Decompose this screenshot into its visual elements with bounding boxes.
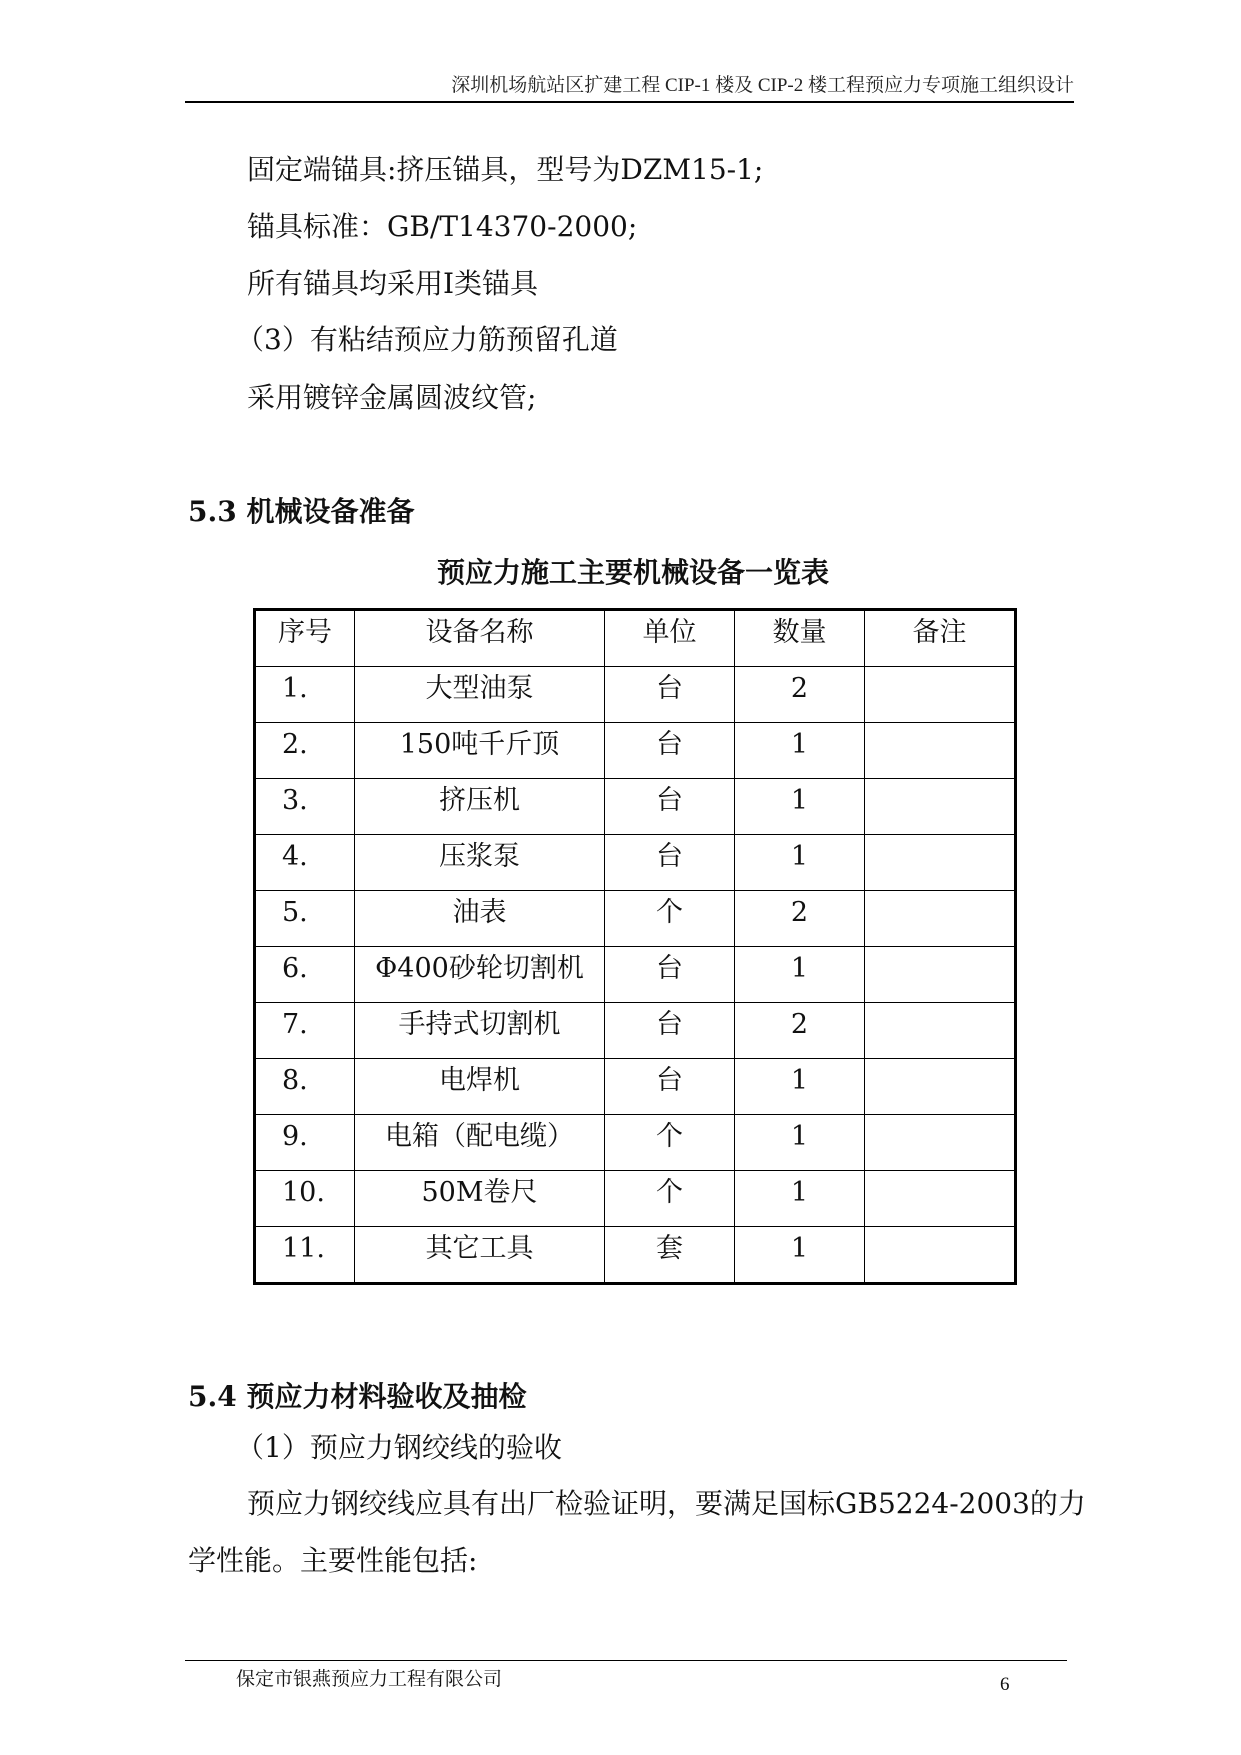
table-row bbox=[255, 1115, 1016, 1171]
paragraph-strand-requirement: 预应力钢绞线应具有出厂检验证明，要满足国标GB5224-2003的力 bbox=[247, 1487, 1086, 1520]
cell-seq: 6. bbox=[255, 947, 355, 1003]
cell-unit: 台 bbox=[605, 667, 735, 723]
table-row bbox=[255, 947, 1016, 1003]
cell-unit: 套 bbox=[605, 1227, 735, 1284]
cell-unit: 台 bbox=[605, 779, 735, 835]
header-rule bbox=[185, 101, 1074, 103]
cell-name: Φ400砂轮切割机 bbox=[355, 947, 605, 1003]
header-unit: 单位 bbox=[605, 610, 735, 667]
cell-quantity: 2 bbox=[735, 667, 865, 723]
cell-name: 油表 bbox=[355, 891, 605, 947]
equipment-table bbox=[253, 608, 1017, 1285]
header-remark: 备注 bbox=[865, 610, 1016, 667]
cell-quantity: 1 bbox=[735, 947, 865, 1003]
table-row bbox=[255, 891, 1016, 947]
header-seq: 序号 bbox=[255, 610, 355, 667]
cell-remark bbox=[865, 1227, 1016, 1284]
cell-quantity: 1 bbox=[735, 1227, 865, 1284]
cell-unit: 个 bbox=[605, 1171, 735, 1227]
paragraph-strand-properties: 学性能。主要性能包括: bbox=[188, 1544, 478, 1577]
paragraph-anchor-class: 所有锚具均采用Ⅰ类锚具 bbox=[247, 267, 539, 300]
cell-remark bbox=[865, 723, 1016, 779]
cell-name: 150吨千斤顶 bbox=[355, 723, 605, 779]
cell-quantity: 1 bbox=[735, 1059, 865, 1115]
footer-rule bbox=[185, 1660, 1067, 1661]
cell-quantity: 1 bbox=[735, 723, 865, 779]
cell-seq: 9. bbox=[255, 1115, 355, 1171]
cell-name: 压浆泵 bbox=[355, 835, 605, 891]
cell-remark bbox=[865, 779, 1016, 835]
cell-remark bbox=[865, 667, 1016, 723]
cell-remark bbox=[865, 1059, 1016, 1115]
table-caption: 预应力施工主要机械设备一览表 bbox=[436, 556, 829, 589]
paragraph-fixed-anchor: 固定端锚具:挤压锚具，型号为DZM15-1; bbox=[247, 153, 764, 186]
cell-seq: 2. bbox=[255, 723, 355, 779]
section-heading-5-3: 5.3 机械设备准备 bbox=[188, 495, 415, 528]
cell-name: 挤压机 bbox=[355, 779, 605, 835]
cell-unit: 台 bbox=[605, 835, 735, 891]
cell-name: 大型油泵 bbox=[355, 667, 605, 723]
cell-remark bbox=[865, 1115, 1016, 1171]
cell-quantity: 2 bbox=[735, 891, 865, 947]
paragraph-strand-acceptance: （1）预应力钢绞线的验收 bbox=[236, 1431, 562, 1464]
cell-unit: 台 bbox=[605, 1003, 735, 1059]
cell-remark bbox=[865, 947, 1016, 1003]
cell-name: 其它工具 bbox=[355, 1227, 605, 1284]
page-number: 6 bbox=[1000, 1674, 1010, 1695]
table-row bbox=[255, 1003, 1016, 1059]
table-row bbox=[255, 667, 1016, 723]
cell-name: 电焊机 bbox=[355, 1059, 605, 1115]
cell-seq: 3. bbox=[255, 779, 355, 835]
table-row bbox=[255, 1171, 1016, 1227]
cell-unit: 台 bbox=[605, 723, 735, 779]
footer-company: 保定市银燕预应力工程有限公司 bbox=[236, 1669, 503, 1690]
cell-remark bbox=[865, 891, 1016, 947]
cell-unit: 个 bbox=[605, 1115, 735, 1171]
cell-remark bbox=[865, 835, 1016, 891]
cell-seq: 7. bbox=[255, 1003, 355, 1059]
cell-quantity: 1 bbox=[735, 779, 865, 835]
cell-unit: 个 bbox=[605, 891, 735, 947]
paragraph-anchor-standard: 锚具标准：GB/T14370-2000; bbox=[247, 210, 638, 243]
table-row bbox=[255, 723, 1016, 779]
paragraph-duct-heading: （3）有粘结预应力筋预留孔道 bbox=[236, 323, 618, 356]
table-header-row bbox=[255, 610, 1016, 667]
cell-unit: 台 bbox=[605, 947, 735, 1003]
cell-name: 电箱（配电缆） bbox=[355, 1115, 605, 1171]
header-name: 设备名称 bbox=[355, 610, 605, 667]
cell-remark bbox=[865, 1171, 1016, 1227]
running-header: 深圳机场航站区扩建工程 CIP-1 楼及 CIP-2 楼工程预应力专项施工组织设计 bbox=[451, 75, 1074, 96]
paragraph-duct-material: 采用镀锌金属圆波纹管; bbox=[247, 381, 537, 414]
cell-quantity: 2 bbox=[735, 1003, 865, 1059]
cell-seq: 4. bbox=[255, 835, 355, 891]
cell-seq: 11. bbox=[255, 1227, 355, 1284]
section-heading-5-4: 5.4 预应力材料验收及抽检 bbox=[188, 1380, 527, 1413]
cell-seq: 5. bbox=[255, 891, 355, 947]
cell-seq: 1. bbox=[255, 667, 355, 723]
cell-quantity: 1 bbox=[735, 835, 865, 891]
cell-name: 手持式切割机 bbox=[355, 1003, 605, 1059]
cell-quantity: 1 bbox=[735, 1115, 865, 1171]
table-row bbox=[255, 835, 1016, 891]
table-row bbox=[255, 1059, 1016, 1115]
header-quantity: 数量 bbox=[735, 610, 865, 667]
cell-unit: 台 bbox=[605, 1059, 735, 1115]
cell-seq: 8. bbox=[255, 1059, 355, 1115]
table-row bbox=[255, 779, 1016, 835]
table-row bbox=[255, 1227, 1016, 1284]
cell-quantity: 1 bbox=[735, 1171, 865, 1227]
cell-seq: 10. bbox=[255, 1171, 355, 1227]
cell-remark bbox=[865, 1003, 1016, 1059]
cell-name: 50M卷尺 bbox=[355, 1171, 605, 1227]
